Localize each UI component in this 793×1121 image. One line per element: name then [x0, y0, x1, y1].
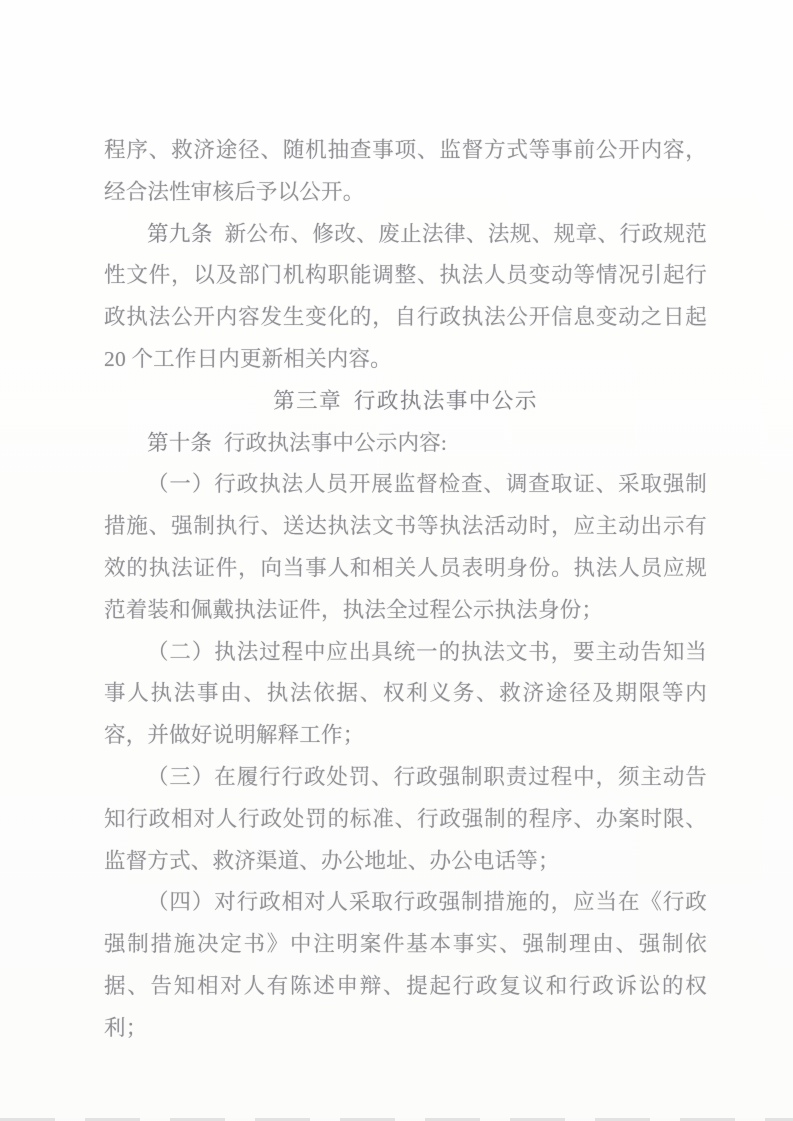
paragraph-article-9 — [104, 214, 707, 381]
paragraph-item-4 — [104, 882, 707, 1049]
paragraph-text: 程序、救济途径、随机抽查事项、监督方式等事前公开内容，经合法性审核后予以公开。 — [104, 138, 707, 204]
paragraph-text: （四）对行政相对人采取行政强制措施的，应当在《行政强制措施决定书》中注明案件基本事实、强制理由、强制依据、告知相对人有陈述申辩、提起行政复议和行政诉讼的权利； — [104, 890, 707, 1040]
article-number-label: 第九条 — [147, 221, 213, 246]
paragraph-text: 新公布、修改、废止法律、法规、规章、行政规范性文件，以及部门机构职能调整、执法人员变动等情况引起行政执法公开内容发生变化的，自行政执法公开信息变动之日起 20 个工作日内更新相关内容。 — [104, 221, 707, 371]
chapter-number-label: 第三章 — [273, 388, 343, 413]
article-number-label: 第十条 — [147, 430, 213, 455]
paragraph-item-1 — [104, 464, 707, 631]
paragraph-text: （一）行政执法人员开展监督检查、调查取证、采取强制措施、强制执行、送达执法文书等执法活动时，应主动出示有效的执法证件，向当事人和相关人员表明身份。执法人员应规范着装和佩戴执法证件，执法全过程公示执法身份； — [104, 472, 707, 622]
paragraph-text: （二）执法过程中应出具统一的执法文书，要主动告知当事人执法事由、执法依据、权利义务、救济途径及期限等内容，并做好说明解释工作； — [104, 639, 707, 748]
paragraph-text: （三）在履行行政处罚、行政强制职责过程中，须主动告知行政相对人行政处罚的标准、行政强制的程序、办案时限、监督方式、救济渠道、办公地址、办公电话等； — [104, 764, 707, 873]
chapter-heading — [104, 381, 707, 423]
paragraph-text: 行政执法事中公示内容: — [223, 430, 448, 455]
document-text-block — [104, 130, 707, 1050]
paragraph-article-10 — [104, 423, 707, 465]
paragraph-item-2 — [104, 632, 707, 757]
paragraph-continuation — [104, 130, 707, 214]
chapter-title: 行政执法事中公示 — [353, 388, 538, 413]
paragraph-item-3 — [104, 757, 707, 882]
